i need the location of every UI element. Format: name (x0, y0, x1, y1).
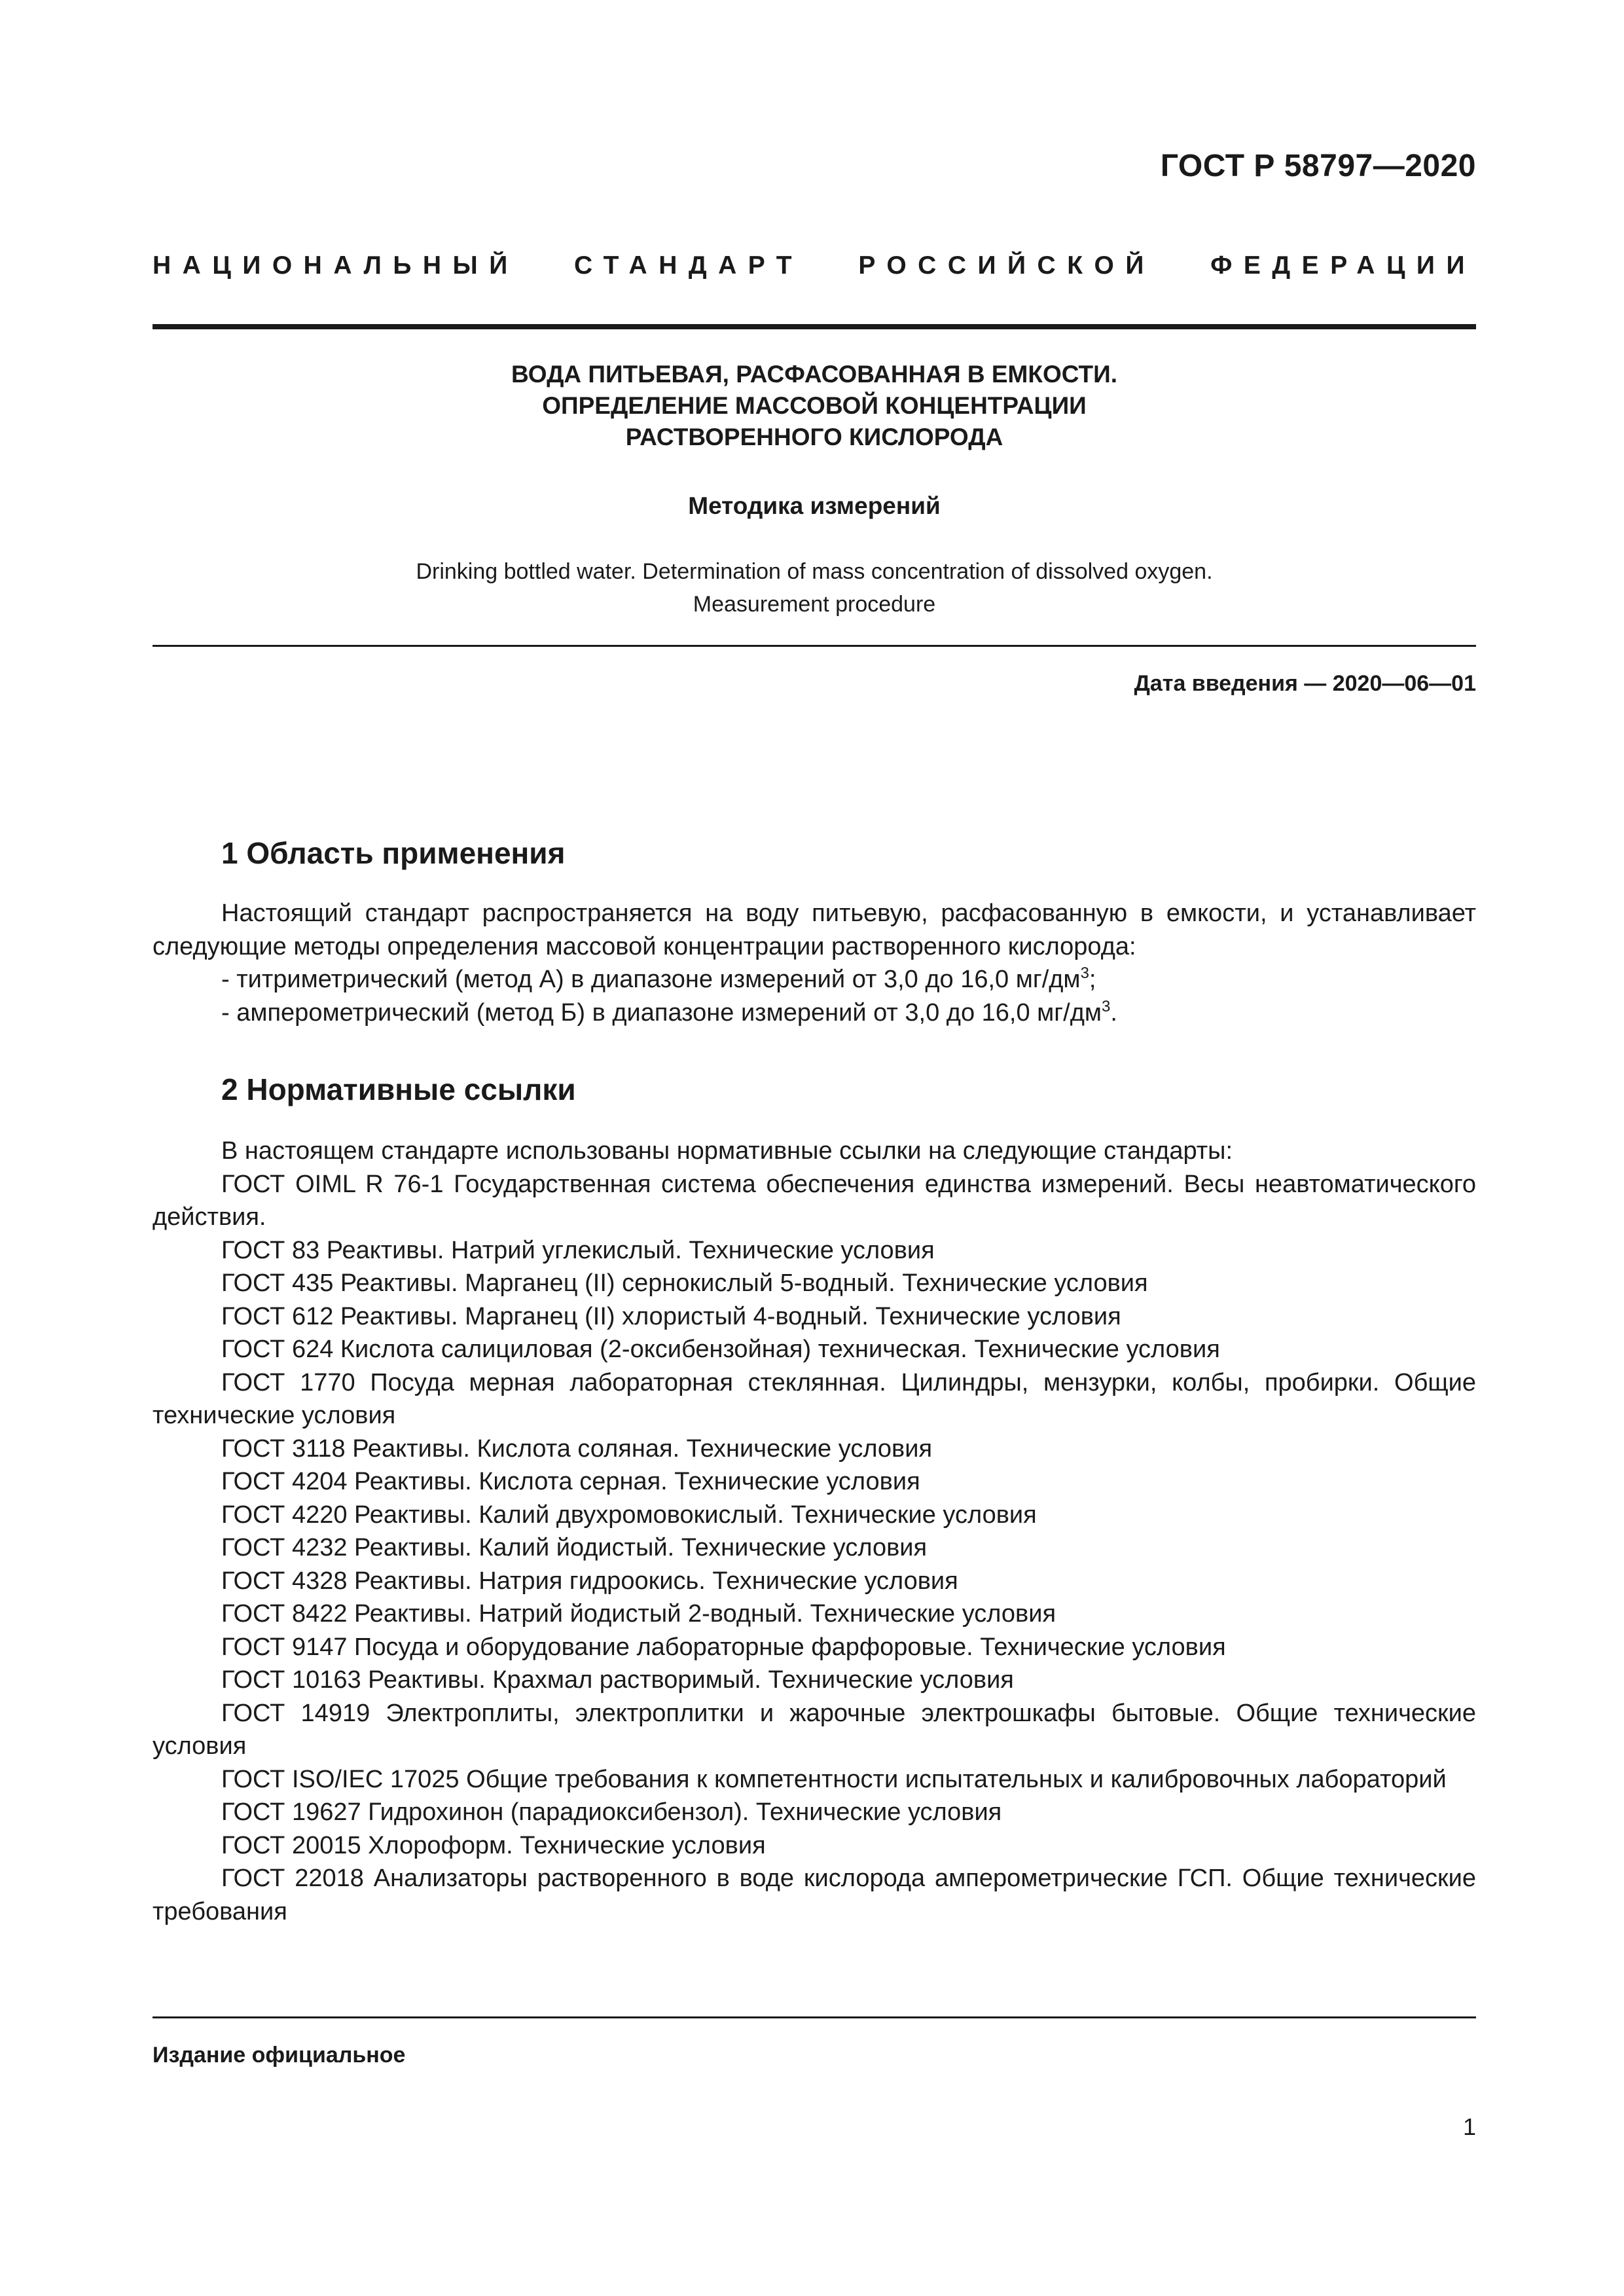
introduction-date: Дата введения — 2020—06—01 (1134, 671, 1476, 696)
reference-item: ГОСТ 4328 Реактивы. Натрия гидроокись. Технические условия (221, 1567, 958, 1595)
method-a-sup: 3 (1080, 964, 1089, 982)
method-b-item (153, 996, 1476, 1030)
method-a-end: ; (1089, 966, 1096, 993)
reference-item: ГОСТ 4220 Реактивы. Калий двухромовокислый. Технические условия (221, 1501, 1037, 1529)
reference-item: ГОСТ 10163 Реактивы. Крахмал растворимый. Технические условия (221, 1666, 1014, 1694)
header-divider (153, 324, 1476, 329)
section-1-body (153, 897, 1476, 1029)
reference-item: ГОСТ 4204 Реактивы. Кислота серная. Технические условия (221, 1468, 920, 1495)
gost-number: ГОСТ Р 58797—2020 (1160, 149, 1476, 183)
english-title-line-2: Measurement procedure (693, 592, 936, 617)
reference-item: ГОСТ 20015 Хлороформ. Технические условия (221, 1831, 766, 1859)
english-title (153, 555, 1476, 621)
title-line-3: РАСТВОРЕННОГО КИСЛОРОДА (625, 424, 1003, 450)
document-subtitle: Методика измерений (688, 492, 941, 519)
reference-item: ГОСТ 83 Реактивы. Натрий углекислый. Технические условия (221, 1236, 935, 1264)
national-standard-banner: НАЦИОНАЛЬНЫЙ СТАНДАРТ РОССИЙСКОЙ ФЕДЕРАЦИИ (153, 251, 1476, 280)
reference-item: ГОСТ 22018 Анализаторы растворенного в воде кислорода амперометрические ГСП. Общие технические требования (153, 1865, 1476, 1925)
method-a-text: - титриметрический (метод А) в диапазоне измерений от 3,0 до 16,0 мг/дм (221, 966, 1081, 993)
reference-item: ГОСТ 9147 Посуда и оборудование лабораторные фарфоровые. Технические условия (221, 1633, 1226, 1661)
edition-label: Издание официальное (153, 2043, 406, 2068)
section-2-heading: 2 Нормативные ссылки (221, 1072, 576, 1106)
method-b-end: . (1110, 998, 1117, 1027)
section-2-body (153, 1135, 1476, 1928)
section-1-paragraph: Настоящий стандарт распространяется на воду питьевую, расфасованную в емкости, и устанавливает следующие методы определения массовой концентрации растворенного кислорода: (153, 900, 1476, 960)
reference-item: ГОСТ 3118 Реактивы. Кислота соляная. Технические условия (221, 1434, 933, 1463)
reference-item: ГОСТ 14919 Электроплиты, электроплитки и жарочные электрошкафы бытовые. Общие технические условия (153, 1699, 1476, 1760)
title-line-2: ОПРЕДЕЛЕНИЕ МАССОВОЙ КОНЦЕНТРАЦИИ (542, 392, 1087, 419)
document-title (153, 359, 1476, 453)
title-line-1: ВОДА ПИТЬЕВАЯ, РАСФАСОВАННАЯ В ЕМКОСТИ. (511, 361, 1117, 388)
reference-item: ГОСТ 624 Кислота салициловая (2-оксибензойная) техническая. Технические условия (221, 1336, 1220, 1363)
reference-item: ГОСТ 435 Реактивы. Марганец (II) сернокислый 5-водный. Технические условия (221, 1269, 1148, 1297)
reference-item: ГОСТ 8422 Реактивы. Натрий йодистый 2-водный. Технические условия (221, 1600, 1056, 1628)
method-b-text: - амперометрический (метод Б) в диапазоне измерений от 3,0 до 16,0 мг/дм (221, 998, 1102, 1027)
title-divider (153, 645, 1476, 647)
method-b-sup: 3 (1102, 997, 1111, 1015)
reference-item: ГОСТ ISO/IEC 17025 Общие требования к компетентности испытательных и калибровочных лабораторий (221, 1765, 1447, 1793)
reference-item: ГОСТ OIML R 76-1 Государственная система обеспечения единства измерений. Весы неавтоматического действия. (153, 1170, 1476, 1231)
reference-item: ГОСТ 612 Реактивы. Марганец (II) хлористый 4-водный. Технические условия (221, 1302, 1121, 1330)
reference-item: ГОСТ 19627 Гидрохинон (парадиоксибензол). Технические условия (221, 1798, 1002, 1826)
section-2-intro: В настоящем стандарте использованы нормативные ссылки на следующие стандарты: (221, 1137, 1233, 1165)
page-number: 1 (1462, 2113, 1476, 2140)
footer-divider (153, 2016, 1476, 2018)
reference-item: ГОСТ 1770 Посуда мерная лабораторная стеклянная. Цилиндры, мензурки, колбы, пробирки. Общие технические условия (153, 1368, 1476, 1429)
method-a-item (153, 963, 1476, 996)
reference-item: ГОСТ 4232 Реактивы. Калий йодистый. Технические условия (221, 1534, 928, 1561)
section-1-heading: 1 Область применения (221, 836, 566, 870)
english-title-line-1: Drinking bottled water. Determination of mass concentration of dissolved oxygen. (416, 559, 1213, 584)
